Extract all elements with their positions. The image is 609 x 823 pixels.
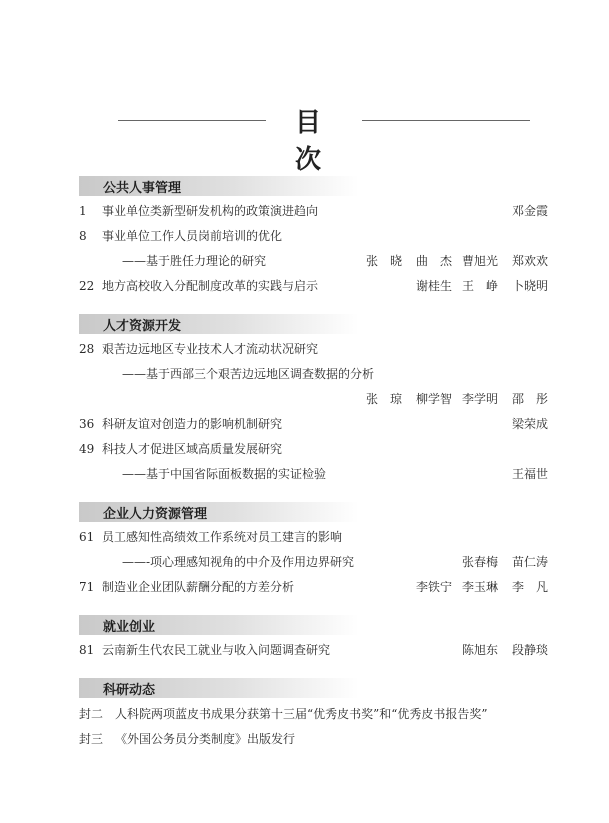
page-number: 36 <box>79 417 95 431</box>
toc-entry[interactable] <box>0 416 609 432</box>
author: 曹旭光 <box>461 254 498 268</box>
author: 曲 杰 <box>415 254 452 268</box>
author: 张 琼 <box>365 392 402 406</box>
page-number: 28 <box>79 342 95 356</box>
toc-entry-continuation <box>0 366 609 382</box>
entry-title: 《外国公务员分类制度》出版发行 <box>115 732 296 746</box>
toc-entry[interactable] <box>0 642 609 658</box>
author: 苗仁涛 <box>511 555 548 569</box>
author: 王 峥 <box>461 279 498 293</box>
page-number: 1 <box>79 204 87 218</box>
author: 梁荣成 <box>511 417 548 431</box>
toc-entry[interactable] <box>0 579 609 595</box>
toc-entry[interactable] <box>0 441 609 457</box>
page-number: 61 <box>79 530 95 544</box>
author: 柳学智 <box>415 392 452 406</box>
title-rule-left <box>118 120 266 121</box>
section-label: 科研动态 <box>103 683 156 698</box>
toc-entry-continuation <box>0 554 609 570</box>
page-header <box>0 100 609 175</box>
entry-subtitle: ——基于西部三个艰苦边远地区调查数据的分析 <box>122 367 375 381</box>
author: 谢桂生 <box>415 279 452 293</box>
toc-entry-cover[interactable] <box>79 706 488 722</box>
toc-entry[interactable] <box>0 529 609 545</box>
entry-title: 艰苦边远地区专业技术人才流动状况研究 <box>102 342 319 356</box>
title-rule-right <box>362 120 530 121</box>
cover-page-label: 封三 <box>79 732 104 746</box>
toc-entry[interactable] <box>0 341 609 357</box>
entry-title: 事业单位类新型研发机构的政策演进趋向 <box>102 204 319 218</box>
entry-subtitle: ——基于胜任力理论的研究 <box>122 254 267 268</box>
author: 邵 彤 <box>511 392 548 406</box>
page-number: 22 <box>79 279 95 293</box>
entry-title: 科研友谊对创造力的影响机制研究 <box>102 417 283 431</box>
entry-title: 人科院两项蓝皮书成果分获第十三届“优秀皮书奖”和“优秀皮书报告奖” <box>115 707 488 721</box>
toc-entry-continuation <box>0 466 609 482</box>
entry-title: 地方高校收入分配制度改革的实践与启示 <box>102 279 319 293</box>
toc-entry-continuation <box>0 253 609 269</box>
author: 李 凡 <box>511 580 548 594</box>
author: 王福世 <box>511 467 548 481</box>
page-title: 目 次 <box>294 108 335 175</box>
entry-title: 事业单位工作人员岗前培训的优化 <box>102 229 283 243</box>
section-header-research-news <box>79 678 359 698</box>
author: 李铁宁 <box>415 580 452 594</box>
toc-entry[interactable] <box>0 228 609 244</box>
entry-subtitle: ——-项心理感知视角的中介及作用边界研究 <box>122 555 355 569</box>
author: 张 晓 <box>365 254 402 268</box>
author: 张春梅 <box>461 555 498 569</box>
section-label: 企业人力资源管理 <box>103 507 208 522</box>
section-header-public-personnel <box>79 176 359 196</box>
section-label: 就业创业 <box>103 620 156 635</box>
author: 邓金霞 <box>511 204 548 218</box>
toc-entry-authors <box>0 391 609 407</box>
entry-title: 科技人才促进区域高质量发展研究 <box>102 442 283 456</box>
author: 郑欢欢 <box>511 254 548 268</box>
author: 李玉琳 <box>461 580 498 594</box>
cover-page-label: 封二 <box>79 707 104 721</box>
author: 李学明 <box>461 392 498 406</box>
section-label: 人才资源开发 <box>103 319 182 334</box>
toc-entry-cover[interactable] <box>79 731 295 747</box>
toc-entry[interactable] <box>0 203 609 219</box>
toc-entry[interactable] <box>0 278 609 294</box>
entry-subtitle: ——基于中国省际面板数据的实证检验 <box>122 467 327 481</box>
entry-title: 制造业企业团队薪酬分配的方差分析 <box>102 580 295 594</box>
author: 段静琰 <box>511 643 548 657</box>
page-number: 49 <box>79 442 95 456</box>
author: 陈旭东 <box>461 643 498 657</box>
section-header-talent-development <box>79 314 359 334</box>
entry-title: 员工感知性高绩效工作系统对员工建言的影响 <box>102 530 343 544</box>
page-number: 8 <box>79 229 87 243</box>
author: 卜晓明 <box>511 279 548 293</box>
section-label: 公共人事管理 <box>103 181 182 196</box>
entry-title: 云南新生代农民工就业与收入问题调查研究 <box>102 643 331 657</box>
page-number: 81 <box>79 643 95 657</box>
page-number: 71 <box>79 580 95 594</box>
section-header-employment <box>79 615 359 635</box>
section-header-enterprise-hr <box>79 502 359 522</box>
